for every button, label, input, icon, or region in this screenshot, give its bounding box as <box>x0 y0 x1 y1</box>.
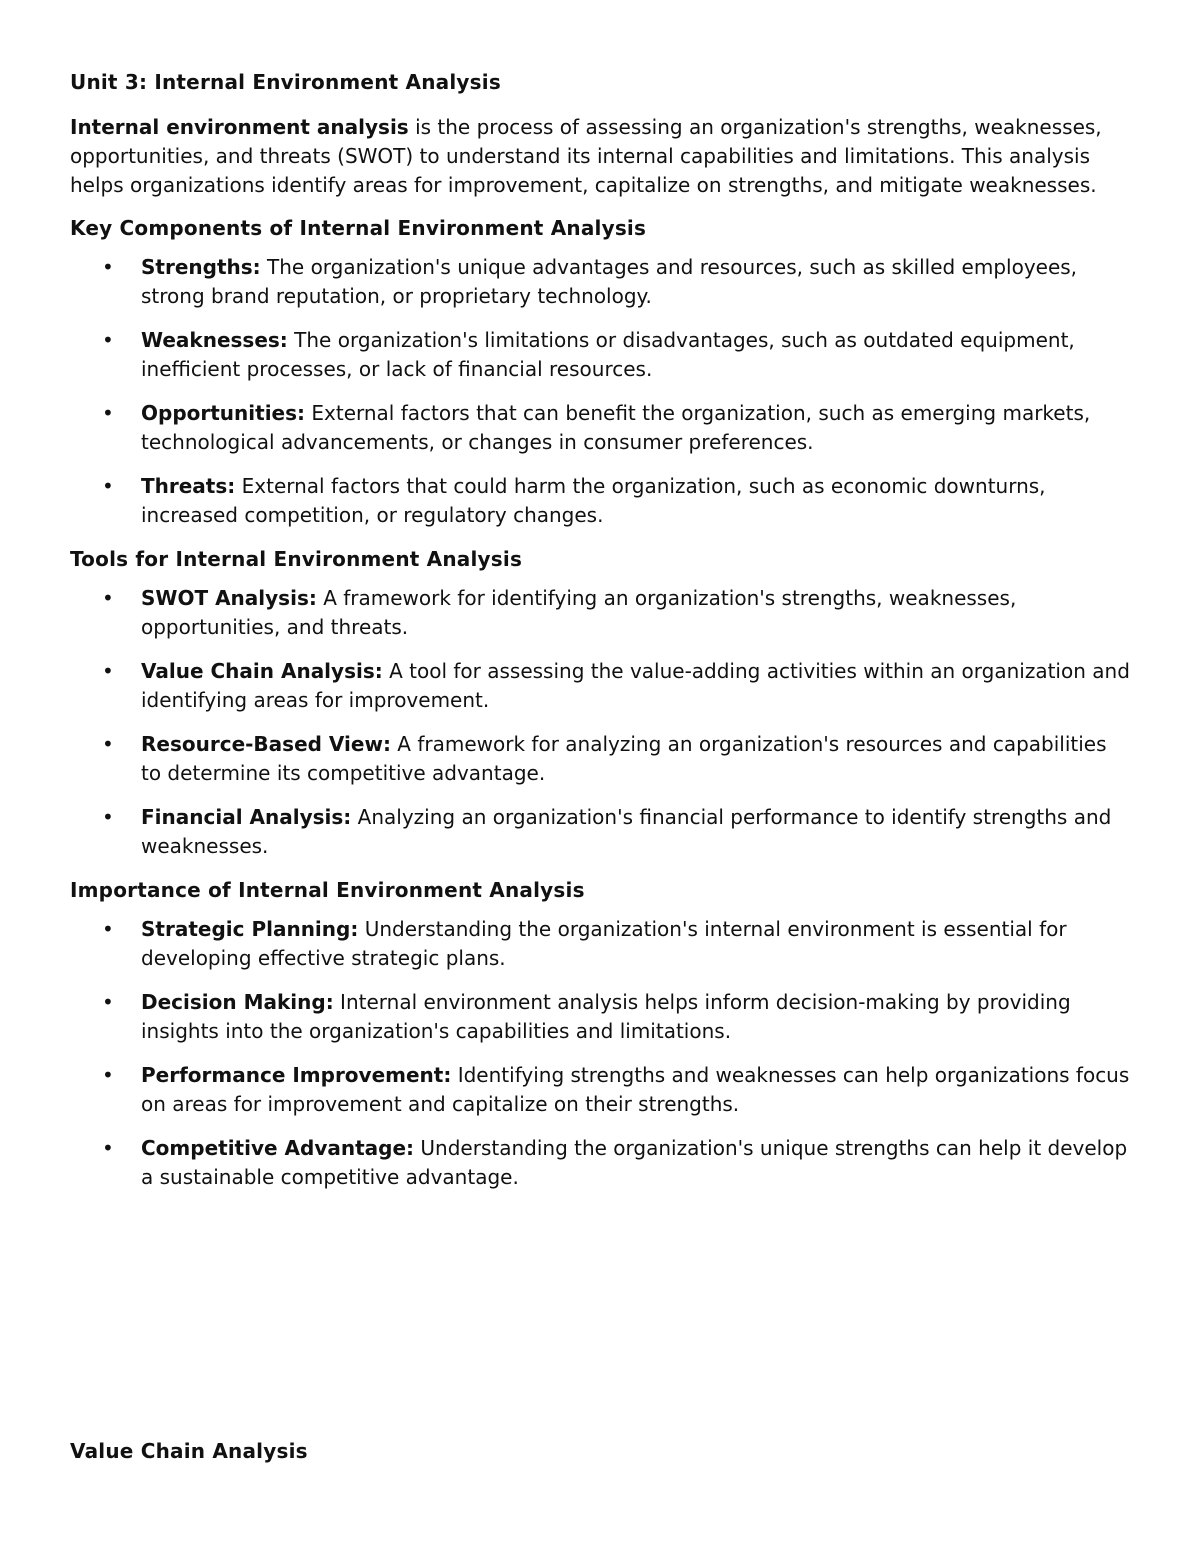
section-heading-tools: Tools for Internal Environment Analysis <box>70 547 523 571</box>
item-term: Strategic Planning: <box>141 917 359 941</box>
document-page <box>70 68 1130 1207</box>
list-item <box>70 326 1130 384</box>
bullet-icon: • <box>102 805 114 829</box>
list-item <box>70 1061 1130 1119</box>
item-term: Strengths: <box>141 255 261 279</box>
bullet-icon: • <box>102 474 114 498</box>
list-item <box>70 584 1130 642</box>
bullet-icon: • <box>102 659 114 683</box>
item-text: The organization's unique advantages and resources, such as skilled employees, strong brand reputation, or proprietary technology. <box>141 255 1078 308</box>
list-item <box>70 730 1130 788</box>
importance-list <box>70 915 1130 1192</box>
item-term: Weaknesses: <box>141 328 288 352</box>
item-term: Opportunities: <box>141 401 306 425</box>
item-term: SWOT Analysis: <box>141 586 317 610</box>
list-item <box>70 988 1130 1046</box>
item-text: The organization's limitations or disadvantages, such as outdated equipment, inefficient processes, or lack of financial resources. <box>141 328 1075 381</box>
item-term: Threats: <box>141 474 236 498</box>
item-text: External factors that can benefit the organization, such as emerging markets, technological advancements, or changes in consumer preferences. <box>141 401 1091 454</box>
bullet-icon: • <box>102 917 114 941</box>
intro-paragraph <box>70 113 1130 200</box>
list-item <box>70 472 1130 530</box>
bullet-icon: • <box>102 401 114 425</box>
item-text: A tool for assessing the value-adding activities within an organization and identifying areas for improvement. <box>141 659 1130 712</box>
item-term: Performance Improvement: <box>141 1063 452 1087</box>
item-term: Competitive Advantage: <box>141 1136 415 1160</box>
intro-text: is the process of assessing an organization's strengths, weaknesses, opportunities, and threats (SWOT) to understand its internal capabilities and limitations. This analysis helps organizations identify areas for improvement, capitalize on strengths, and mitigate weaknesses. <box>70 115 1102 197</box>
item-term: Value Chain Analysis: <box>141 659 383 683</box>
page-title: Unit 3: Internal Environment Analysis <box>70 70 501 94</box>
section-heading-importance: Importance of Internal Environment Analysis <box>70 878 585 902</box>
item-text: Internal environment analysis helps inform decision-making by providing insights into the organization's capabilities and limitations. <box>141 990 1071 1043</box>
item-term: Resource-Based View: <box>141 732 391 756</box>
list-item <box>70 1134 1130 1192</box>
list-item <box>70 803 1130 861</box>
item-text: A framework for identifying an organization's strengths, weaknesses, opportunities, and threats. <box>141 586 1017 639</box>
intro-term: Internal environment analysis <box>70 115 409 139</box>
list-item <box>70 657 1130 715</box>
item-text: External factors that could harm the organization, such as economic downturns, increased competition, or regulatory changes. <box>141 474 1046 527</box>
bullet-icon: • <box>102 1063 114 1087</box>
item-text: Understanding the organization's unique strengths can help it develop a sustainable competitive advantage. <box>141 1136 1128 1189</box>
section-heading-key-components: Key Components of Internal Environment Analysis <box>70 216 647 240</box>
key-components-list <box>70 253 1130 530</box>
item-term: Decision Making: <box>141 990 334 1014</box>
item-text: Analyzing an organization's financial performance to identify strengths and weaknesses. <box>141 805 1112 858</box>
item-text: A framework for analyzing an organization's resources and capabilities to determine its competitive advantage. <box>141 732 1107 785</box>
item-term: Financial Analysis: <box>141 805 352 829</box>
list-item <box>70 253 1130 311</box>
item-text: Identifying strengths and weaknesses can help organizations focus on areas for improvement and capitalize on their strengths. <box>141 1063 1130 1116</box>
bullet-icon: • <box>102 990 114 1014</box>
bullet-icon: • <box>102 255 114 279</box>
bullet-icon: • <box>102 586 114 610</box>
list-item <box>70 399 1130 457</box>
bullet-icon: • <box>102 1136 114 1160</box>
section-heading-value-chain: Value Chain Analysis <box>70 1439 308 1463</box>
item-text: Understanding the organization's internal environment is essential for developing effective strategic plans. <box>141 917 1067 970</box>
list-item <box>70 915 1130 973</box>
bullet-icon: • <box>102 732 114 756</box>
tools-list <box>70 584 1130 861</box>
bullet-icon: • <box>102 328 114 352</box>
